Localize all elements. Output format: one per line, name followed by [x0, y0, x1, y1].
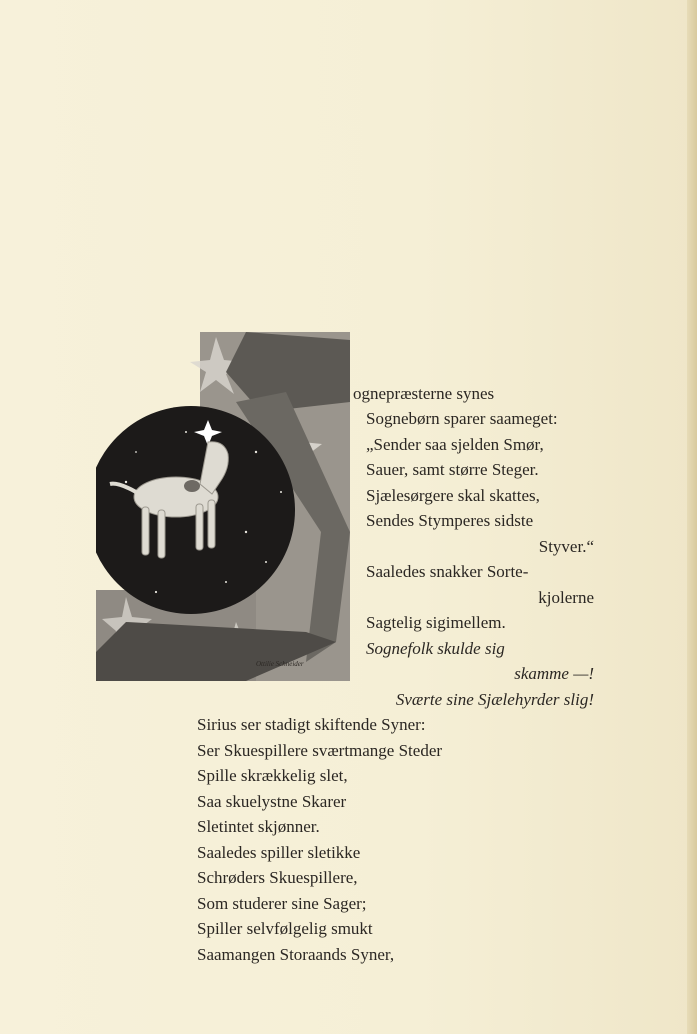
poem-line: Sauer, samt større Steger.: [366, 460, 539, 479]
poem-line: Sendes Stymperes sidste: [366, 511, 534, 530]
poem-line-italic: Sognefolk skulde sig: [366, 639, 505, 658]
poem-line: Styver.“: [538, 537, 594, 556]
poem-line: Sjælesørgere skal skattes,: [366, 486, 540, 505]
poem-line: Saa skuelystne Skarer: [197, 792, 347, 811]
poem-line: kjolerne: [538, 588, 594, 607]
poem-line: Sirius ser stadigt skiftende Syner:: [197, 715, 426, 734]
poem-line: Spiller selvfølgelig smukt: [197, 919, 373, 938]
initial-s-illustration: [96, 332, 350, 681]
poem-line: Sognebørn sparer saameget:: [366, 409, 558, 428]
poem-line: ognepræsterne synes: [353, 384, 495, 403]
poem-line-italic: Sværte sine Sjælehyrder slig!: [395, 690, 594, 709]
poem-line: Som studerer sine Sager;: [197, 894, 367, 913]
poem-line: Saaledes spiller sletikke: [197, 843, 361, 862]
poem-line: Sagtelig sigimellem.: [366, 613, 506, 632]
poem-line: Spille skrækkelig slet,: [197, 766, 348, 785]
poem-line: „Sender saa sjelden Smør,: [366, 435, 544, 454]
page-edge: [687, 0, 697, 1034]
poem-line: Schrøders Skuespillere,: [197, 868, 358, 887]
artist-signature: Ottilie Schneider: [256, 660, 304, 668]
poem-line: Ser Skuespillere sværtmange Steder: [197, 741, 443, 760]
poem-line: Sletintet skjønner.: [197, 817, 320, 836]
poem-line-italic: skamme —!: [514, 664, 594, 683]
poem-line: Saamangen Storaands Syner,: [197, 945, 395, 964]
poem-line: Saaledes snakker Sorte-: [366, 562, 529, 581]
